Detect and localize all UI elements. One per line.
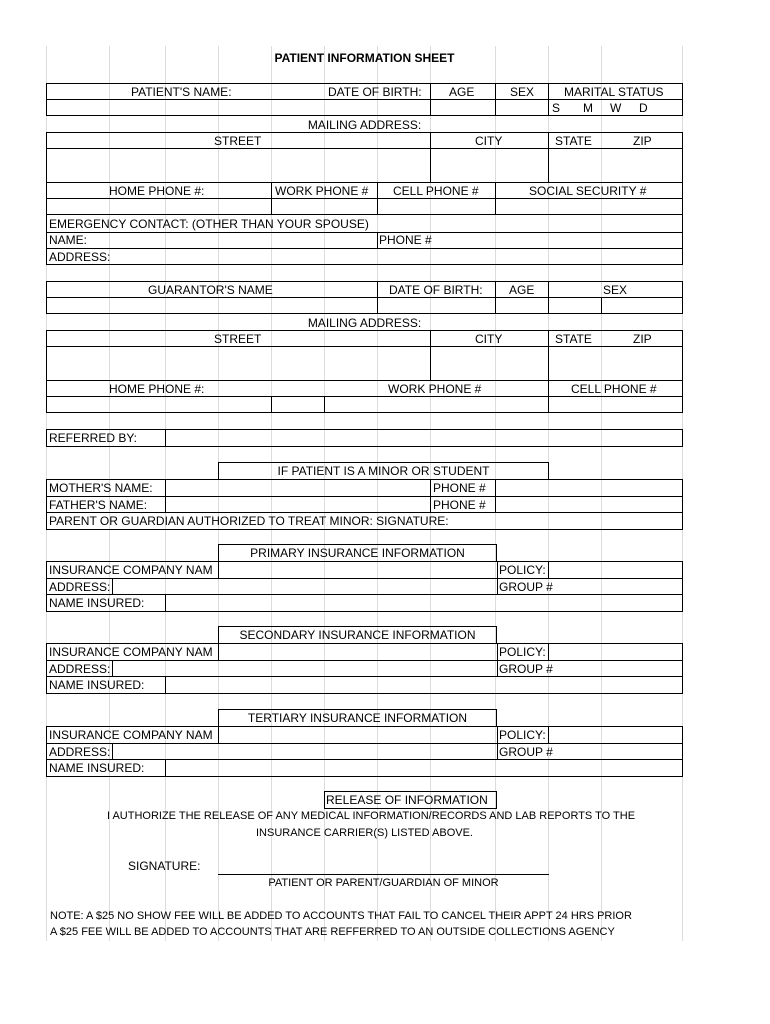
patient-name-field[interactable]	[48, 100, 428, 115]
guarantor-dob-label: DATE OF BIRTH:	[389, 283, 483, 297]
divider	[46, 594, 683, 595]
divider	[165, 479, 166, 512]
guarantor-state-label: STATE	[555, 332, 592, 346]
guarantor-name-label: GUARANTOR'S NAME	[148, 283, 273, 297]
patient-information-sheet	[46, 46, 683, 941]
divider	[112, 578, 113, 594]
secondary-group-label: GROUP #	[499, 662, 553, 676]
divider	[218, 726, 219, 743]
emergency-address-label: ADDRESS:	[49, 250, 111, 264]
divider	[271, 396, 272, 413]
mother-name-label: MOTHER'S NAME:	[49, 481, 153, 495]
tertiary-address-label: ADDRESS:	[49, 745, 111, 759]
divider	[548, 281, 549, 314]
patient-sex-field[interactable]	[497, 100, 546, 115]
divider	[548, 726, 549, 743]
referred-by-label: REFERRED BY:	[49, 431, 138, 445]
secondary-insurance-heading: SECONDARY INSURANCE INFORMATION	[239, 628, 476, 642]
guarantor-cell-phone-label: CELL PHONE #	[571, 382, 657, 396]
guarantor-city-label: CITY	[475, 332, 503, 346]
patient-dob-label: DATE OF BIRTH:	[328, 85, 422, 99]
patient-zip-label: ZIP	[633, 134, 652, 148]
guarantor-zip-label: ZIP	[633, 332, 652, 346]
patient-cell-phone-label: CELL PHONE #	[393, 184, 479, 198]
secondary-policy-label: POLICY:	[499, 645, 546, 659]
divider	[324, 396, 325, 413]
patient-age-field[interactable]	[432, 100, 493, 115]
divider	[548, 330, 549, 381]
divider	[495, 479, 496, 512]
divider	[271, 182, 272, 215]
divider	[112, 743, 113, 759]
divider	[495, 182, 496, 215]
divider	[46, 346, 683, 347]
patient-state-label: STATE	[555, 134, 592, 148]
father-phone-label: PHONE #	[433, 498, 486, 512]
divider	[46, 759, 683, 760]
signature-caption: PATIENT OR PARENT/GUARDIAN OF MINOR	[268, 877, 499, 889]
primary-company-label: INSURANCE COMPANY NAM	[49, 563, 213, 577]
divider	[165, 429, 166, 447]
divider	[165, 594, 166, 612]
divider	[165, 676, 166, 694]
divider	[46, 248, 683, 249]
divider	[548, 83, 549, 116]
divider	[430, 330, 431, 381]
marital-option-s[interactable]: S	[552, 101, 561, 115]
tertiary-insurance-heading: TERTIARY INSURANCE INFORMATION	[247, 711, 468, 725]
release-heading: RELEASE OF INFORMATION	[326, 793, 488, 807]
divider	[46, 396, 683, 397]
release-text-line2: INSURANCE CARRIER(S) LISTED ABOVE.	[256, 827, 473, 839]
note-no-show-fee: NOTE: A $25 NO SHOW FEE WILL BE ADDED TO ACCOUNTS THAT FAIL TO CANCEL THEIR APPT 24 HRS PRIOR	[50, 910, 632, 922]
tertiary-policy-label: POLICY:	[499, 728, 546, 742]
tertiary-insured-label: NAME INSURED:	[49, 761, 145, 775]
page-title: PATIENT INFORMATION SHEET	[274, 51, 455, 65]
release-text-line1: I AUTHORIZE THE RELEASE OF ANY MEDICAL INFORMATION/RECORDS AND LAB REPORTS TO THE	[106, 810, 636, 822]
father-name-field[interactable]	[167, 497, 428, 511]
signature-label: SIGNATURE:	[128, 859, 201, 873]
primary-insured-label: NAME INSURED:	[49, 596, 145, 610]
divider	[548, 380, 549, 413]
divider	[495, 83, 496, 116]
divider	[218, 643, 219, 660]
marital-status-label: MARITAL STATUS	[564, 85, 664, 99]
note-collections-fee: A $25 FEE WILL BE ADDED TO ACCOUNTS THAT ARE REFFERRED TO AN OUTSIDE COLLECTIONS AGENCY	[50, 926, 615, 938]
emergency-name-label: NAME:	[49, 233, 88, 247]
patient-age-label: AGE	[449, 85, 475, 99]
tertiary-group-label: GROUP #	[499, 745, 553, 759]
secondary-insured-label: NAME INSURED:	[49, 678, 145, 692]
divider	[46, 297, 683, 298]
divider	[46, 512, 683, 513]
patient-sex-label: SEX	[510, 85, 535, 99]
divider	[112, 660, 113, 676]
divider	[548, 132, 549, 183]
father-name-label: FATHER'S NAME:	[49, 498, 148, 512]
divider	[377, 182, 378, 215]
marital-option-w[interactable]: W	[610, 101, 622, 115]
secondary-company-label: INSURANCE COMPANY NAM	[49, 645, 213, 659]
divider	[46, 676, 683, 677]
guardian-signature-label: PARENT OR GUARDIAN AUTHORIZED TO TREAT MINOR: SIGNATURE:	[49, 514, 449, 528]
referred-by-field[interactable]	[167, 430, 681, 446]
divider	[548, 643, 549, 660]
divider	[601, 297, 602, 314]
divider	[497, 643, 498, 676]
guarantor-mailing-label: MAILING ADDRESS:	[307, 316, 422, 330]
divider	[46, 578, 683, 579]
guarantor-home-phone-label: HOME PHONE #:	[109, 382, 205, 396]
patient-work-phone-label: WORK PHONE #	[275, 184, 369, 198]
patient-mailing-label: MAILING ADDRESS:	[307, 118, 422, 132]
mother-phone-label: PHONE #	[433, 481, 486, 495]
divider	[495, 281, 496, 314]
patient-city-label: CITY	[475, 134, 503, 148]
patient-name-label: PATIENT'S NAME:	[131, 85, 232, 99]
divider	[430, 479, 431, 512]
divider	[377, 232, 378, 248]
emergency-heading: EMERGENCY CONTACT: (OTHER THAN YOUR SPOUSE)	[49, 217, 369, 231]
divider	[430, 83, 431, 116]
divider	[497, 561, 498, 594]
divider	[46, 232, 683, 233]
guarantor-age-label: AGE	[509, 283, 535, 297]
signature-line	[218, 874, 549, 875]
mother-name-field[interactable]	[167, 480, 428, 495]
minor-heading: IF PATIENT IS A MINOR OR STUDENT	[277, 464, 490, 478]
primary-group-label: GROUP #	[499, 580, 553, 594]
primary-address-label: ADDRESS:	[49, 580, 111, 594]
divider	[497, 726, 498, 759]
guarantor-sex-label: SEX	[603, 283, 628, 297]
guarantor-work-phone-label: WORK PHONE #	[388, 382, 482, 396]
secondary-address-label: ADDRESS:	[49, 662, 111, 676]
signature-field[interactable]	[218, 856, 549, 874]
patient-ssn-label: SOCIAL SECURITY #	[529, 184, 647, 198]
tertiary-company-label: INSURANCE COMPANY NAM	[49, 728, 213, 742]
emergency-phone-label: PHONE #	[379, 233, 432, 247]
primary-policy-label: POLICY:	[499, 563, 546, 577]
divider	[430, 132, 431, 183]
divider	[46, 743, 683, 744]
patient-home-phone-label: HOME PHONE #:	[109, 184, 205, 198]
primary-insurance-heading: PRIMARY INSURANCE INFORMATION	[250, 546, 465, 560]
divider	[218, 561, 219, 578]
divider	[377, 281, 378, 314]
patient-street-field[interactable]	[48, 149, 428, 181]
divider	[165, 759, 166, 777]
marital-option-d[interactable]: D	[639, 101, 648, 115]
guarantor-street-label: STREET	[214, 332, 262, 346]
divider	[46, 198, 683, 199]
patient-street-label: STREET	[214, 134, 262, 148]
divider	[46, 660, 683, 661]
divider	[548, 561, 549, 578]
marital-option-m[interactable]: M	[583, 101, 593, 115]
